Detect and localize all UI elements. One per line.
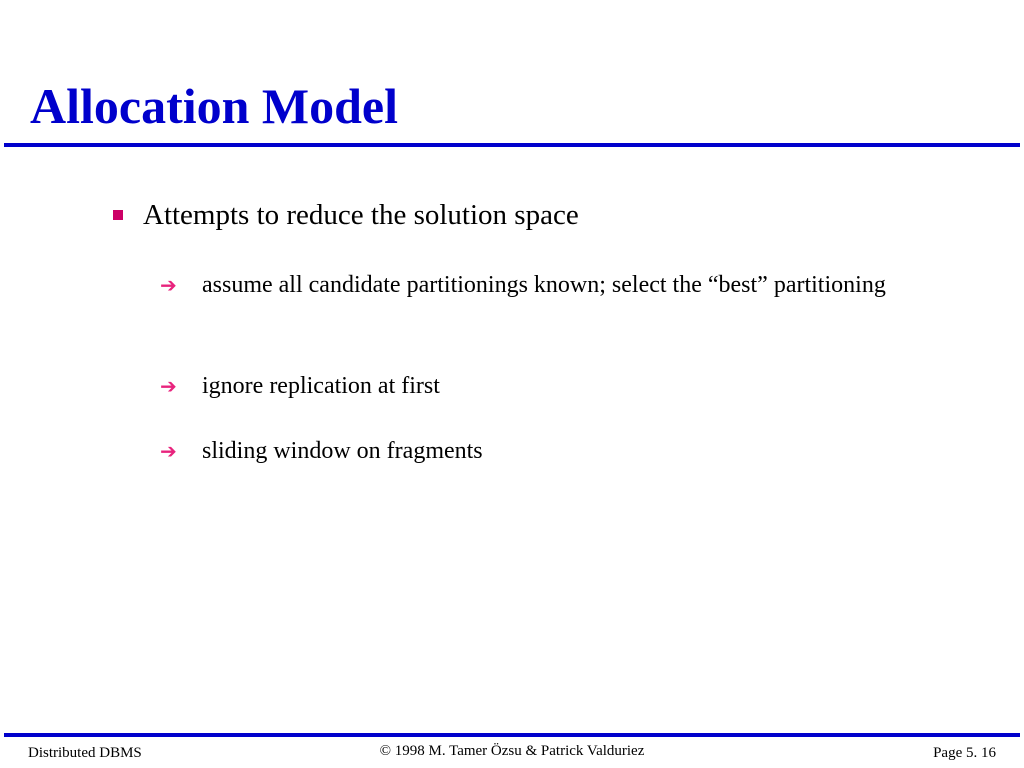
footer-course-label: Distributed DBMS [28,745,142,761]
right-arrow-icon: ➔ [160,374,177,398]
title-divider [4,143,1020,147]
footer-divider [4,733,1020,737]
sub-bullet-text: sliding window on fragments [202,438,483,464]
footer-page-number: Page 5. 16 [933,745,996,761]
sub-bullet-text: ignore replication at first [202,373,440,399]
right-arrow-icon: ➔ [160,439,177,463]
bullet-text: Attempts to reduce the solution space [143,199,579,231]
right-arrow-icon: ➔ [160,273,177,297]
sub-bullet-text: assume all candidate partitionings known; select the “best” partitioning [202,272,886,298]
slide-title: Allocation Model [30,78,399,134]
footer-copyright: © 1998 M. Tamer Özsu & Patrick Valduriez [379,743,645,759]
square-bullet-icon [113,210,123,220]
